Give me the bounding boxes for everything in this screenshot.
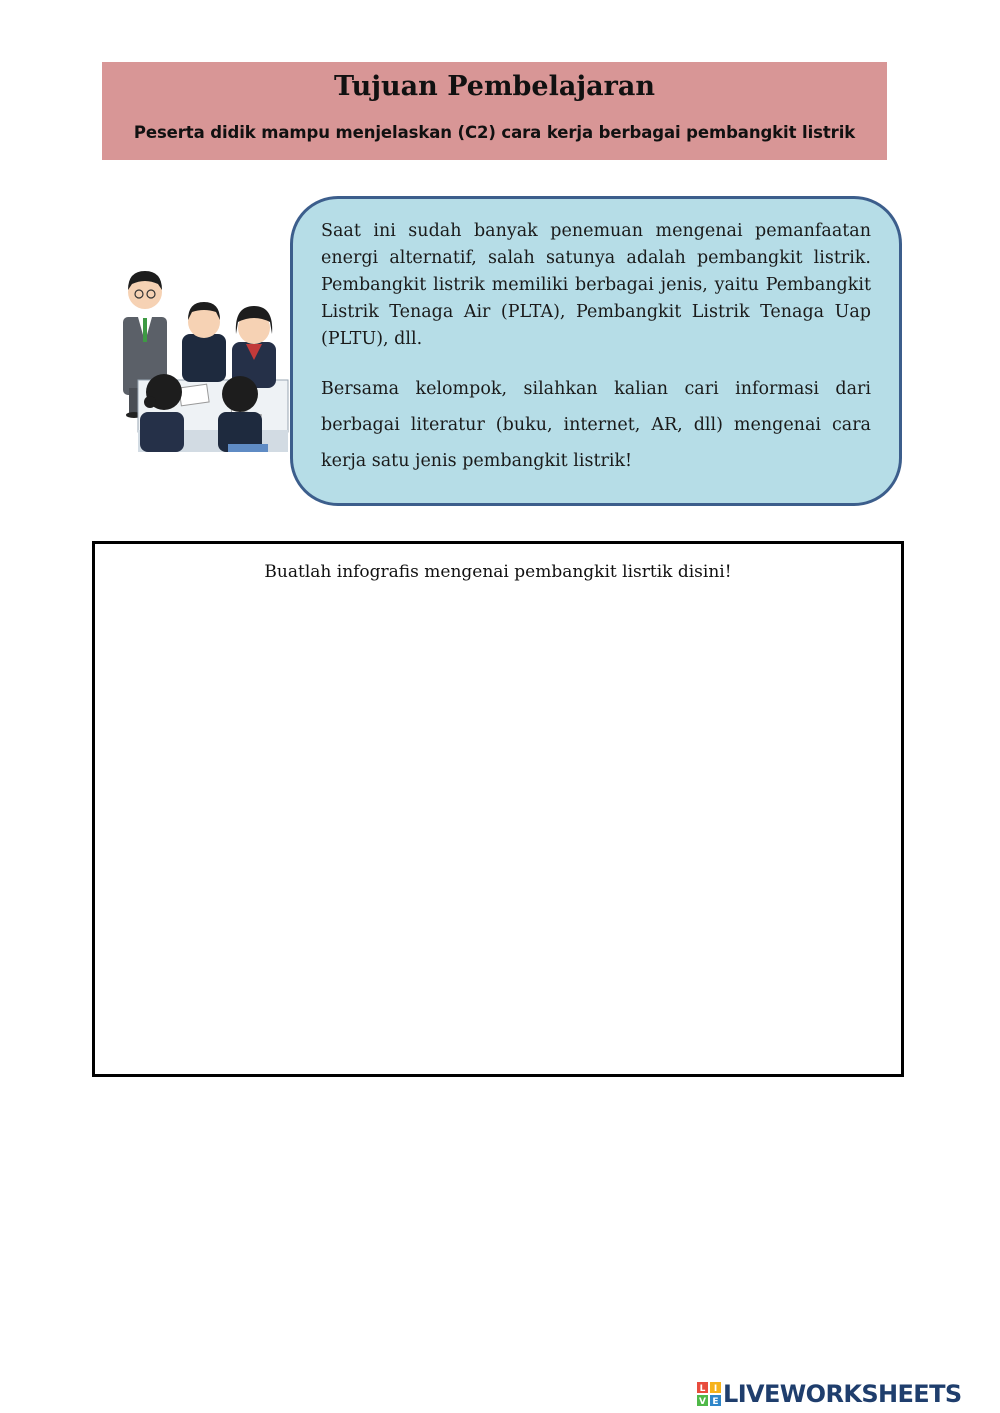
svg-text:L: L — [699, 1384, 706, 1394]
svg-text:V: V — [699, 1397, 706, 1406]
liveworksheets-logo-icon — [697, 1382, 721, 1406]
objective-text: Peserta didik mampu menjelaskan (C2) cara kerja berbagai pembangkit listrik — [133, 123, 856, 142]
brand-text: LIVEWORKSHEETS — [723, 1380, 962, 1408]
instruction-paragraph: Bersama kelompok, silahkan kalian cari informasi dari berbagai literatur (buku, internet, AR, dll) mengenai cara kerja satu jenis pembangkit listrik! — [321, 379, 871, 471]
students-discussion-icon — [120, 262, 290, 454]
intro-paragraph: Saat ini sudah banyak penemuan mengenai pemanfaatan energi alternatif, salah satunya adalah pembangkit listrik. Pembangkit listrik memiliki berbagai jenis, yaitu Pembangkit Listrik Tenaga Air (PLTA), Pembangkit Listrik Tenaga Uap (PLTU), dll. — [321, 221, 871, 349]
speech-bubble — [290, 196, 902, 506]
infographic-answer-area[interactable] — [92, 541, 904, 1077]
svg-text:E: E — [712, 1397, 719, 1406]
svg-text:I: I — [713, 1384, 718, 1394]
answer-prompt: Buatlah infografis mengenai pembangkit lisrtik disini! — [264, 562, 732, 582]
objective-title: Tujuan Pembelajaran — [334, 71, 655, 102]
liveworksheets-brand — [697, 1379, 962, 1409]
learning-objective-banner — [102, 62, 887, 160]
